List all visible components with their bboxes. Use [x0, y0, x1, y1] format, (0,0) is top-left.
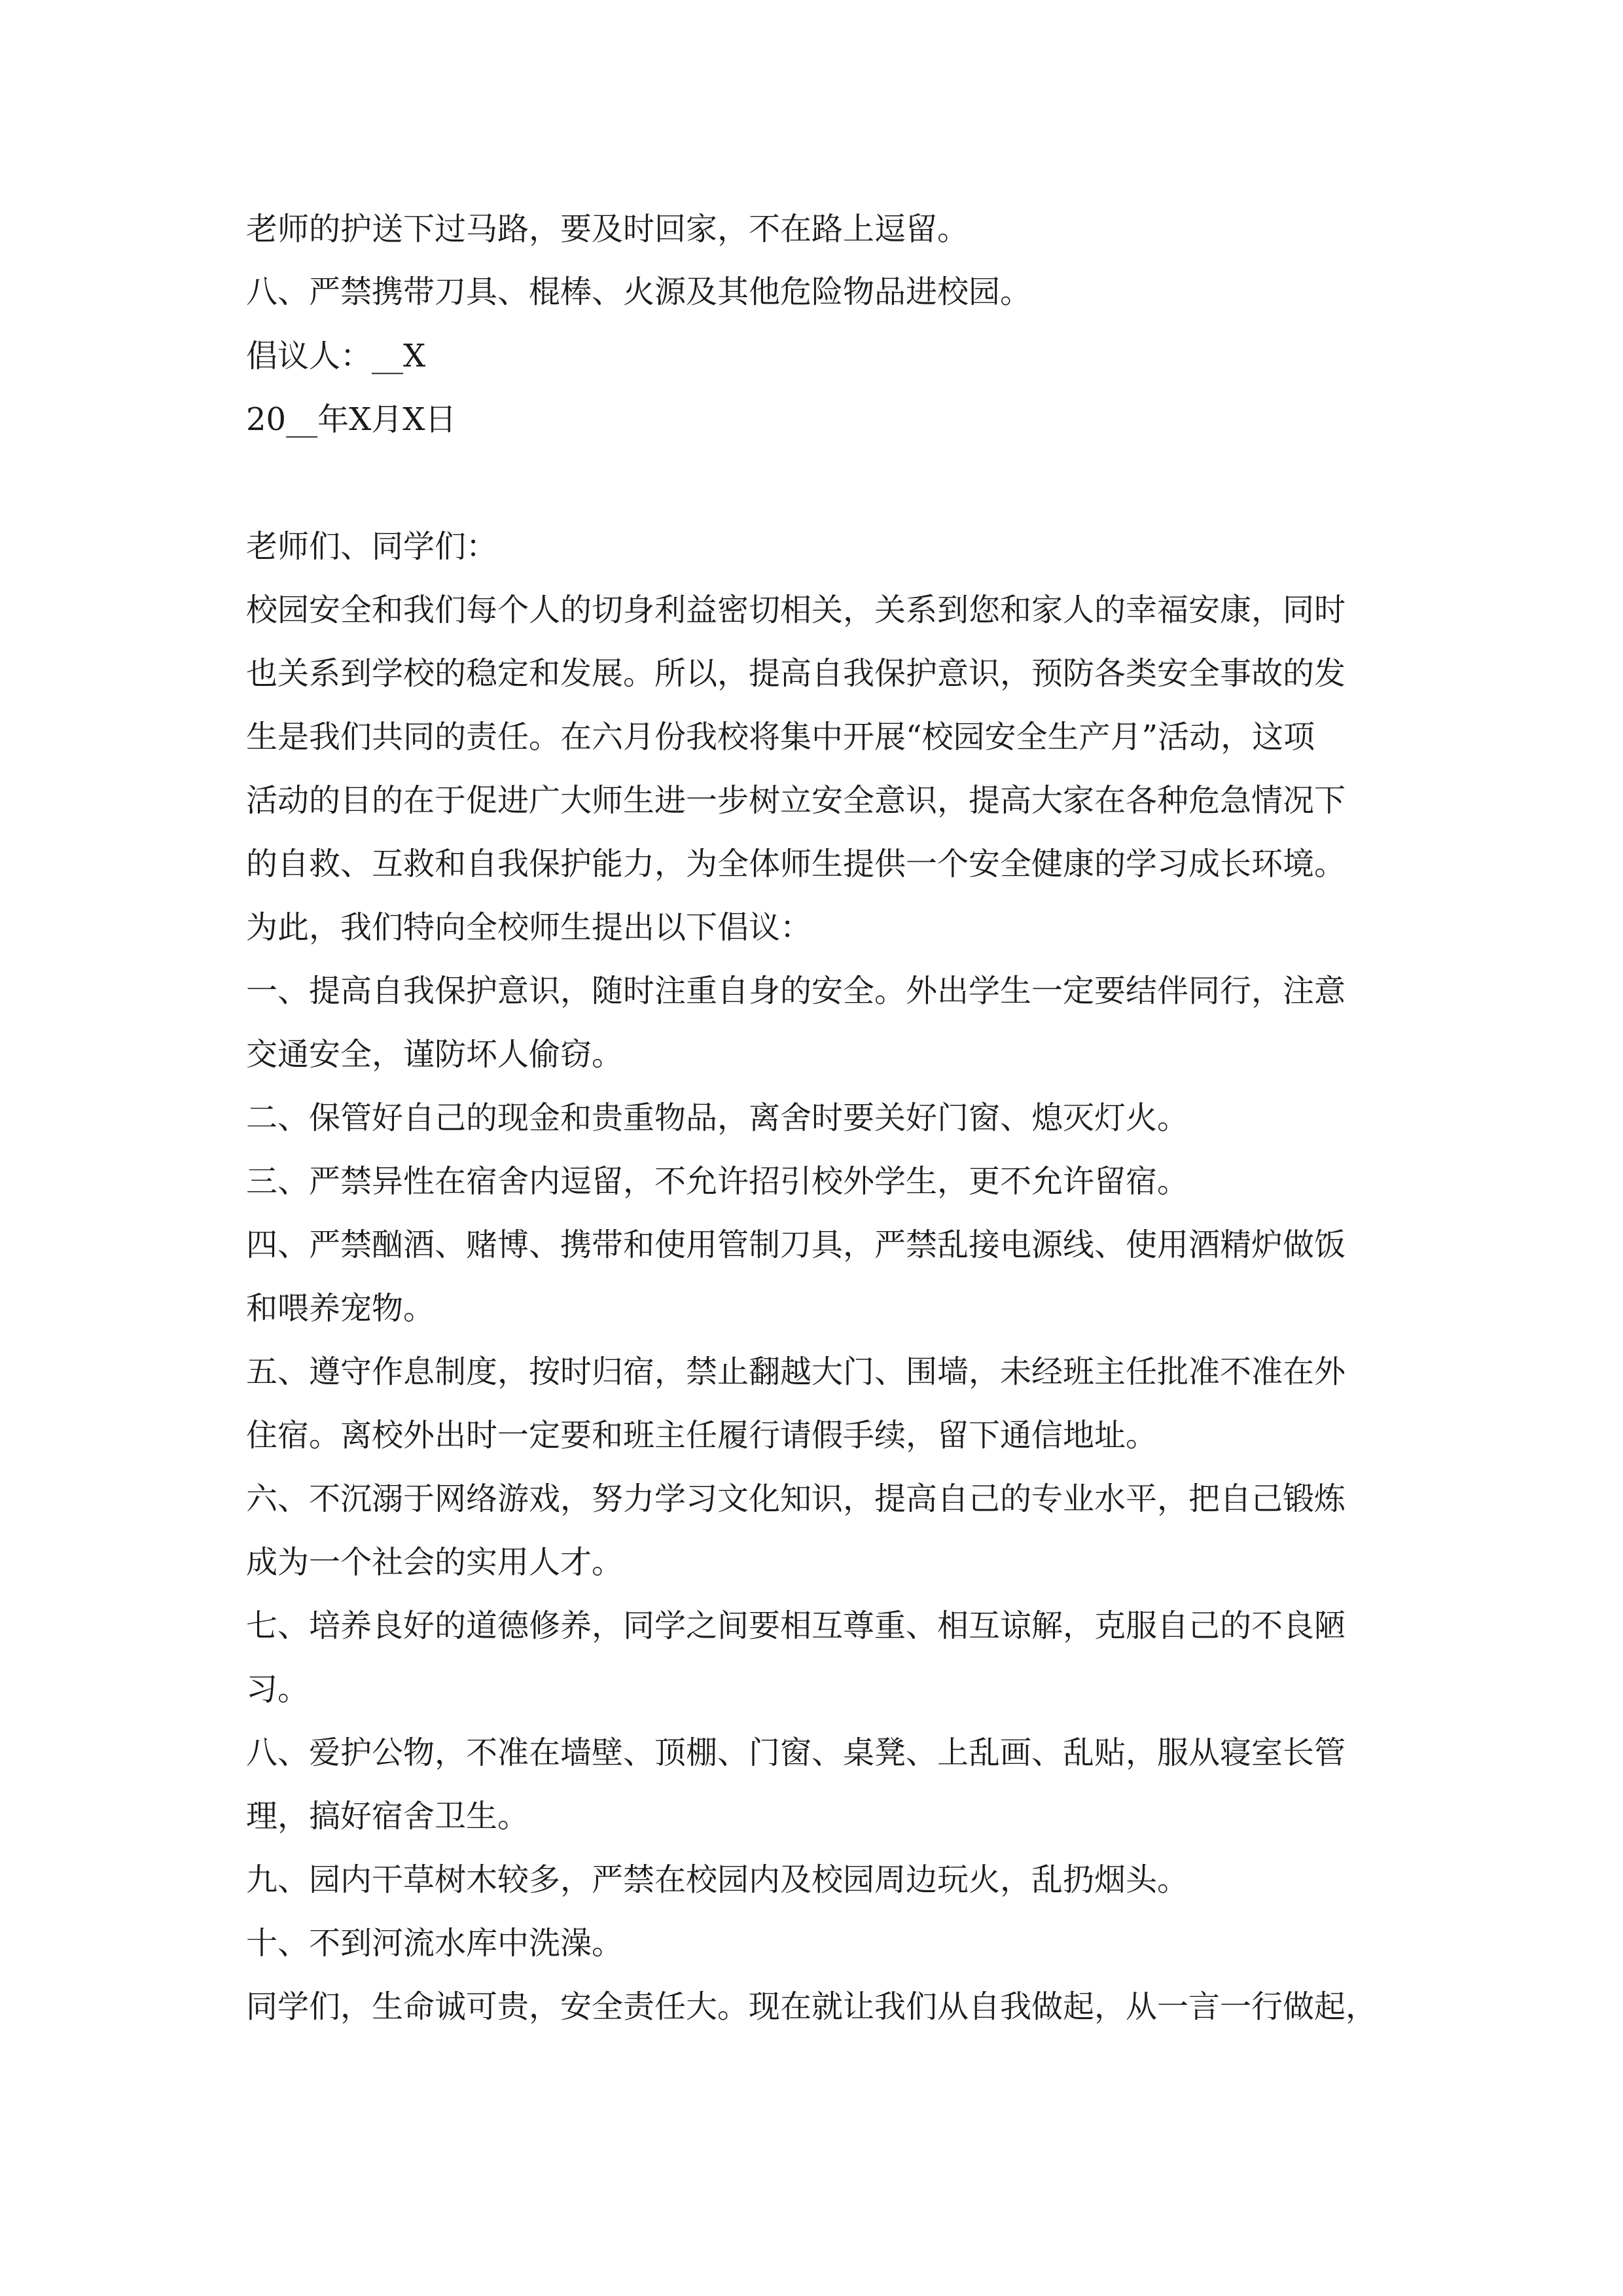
date-line: 20__年X月X日 [246, 401, 457, 438]
salutation: 老师们、同学们： [246, 528, 498, 565]
text-line: 住宿。离校外出时一定要和班主任履行请假手续，留下通信地址。 [246, 1417, 1158, 1454]
text-line: 和喂养宠物。 [246, 1290, 435, 1327]
signature-line: 倡议人：__X [246, 338, 426, 374]
text-line: 二、保管好自己的现金和贵重物品，离舍时要关好门窗、熄灭灯火。 [246, 1100, 1189, 1136]
text-line: 理，搞好宿舍卫生。 [246, 1798, 529, 1835]
text-line: 成为一个社会的实用人才。 [246, 1544, 624, 1581]
text-line: 校园安全和我们每个人的切身利益密切相关，关系到您和家人的幸福安康，同时 [246, 592, 1346, 628]
text-line: 八、爱护公物，不准在墙壁、顶棚、门窗、桌凳、上乱画、乱贴，服从寝室长管 [246, 1734, 1346, 1771]
text-line: 五、遵守作息制度，按时归宿，禁止翻越大门、围墙，未经班主任批准不准在外 [246, 1354, 1346, 1390]
text-line: 同学们，生命诚可贵，安全责任大。现在就让我们从自我做起，从一言一行做起， [246, 1988, 1378, 2025]
text-line: 十、不到河流水库中洗澡。 [246, 1925, 624, 1962]
text-line: 交通安全，谨防坏人偷窃。 [246, 1036, 624, 1073]
text-line: 习。 [246, 1671, 310, 1708]
text-line: 一、提高自我保护意识，随时注重自身的安全。外出学生一定要结伴同行，注意 [246, 973, 1346, 1009]
text-line: 六、不沉溺于网络游戏，努力学习文化知识，提高自己的专业水平，把自己锻炼 [246, 1480, 1346, 1517]
text-line: 三、严禁异性在宿舍内逗留，不允许招引校外学生，更不允许留宿。 [246, 1163, 1189, 1200]
text-line: 活动的目的在于促进广大师生进一步树立安全意识，提高大家在各种危急情况下 [246, 782, 1346, 819]
text-line: 也关系到学校的稳定和发展。所以，提高自我保护意识，预防各类安全事故的发 [246, 655, 1346, 692]
text-line: 四、严禁酗酒、赌博、携带和使用管制刀具，严禁乱接电源线、使用酒精炉做饭 [246, 1227, 1346, 1263]
text-line: 七、培养良好的道德修养，同学之间要相互尊重、相互谅解，克服自己的不良陋 [246, 1607, 1346, 1644]
text-line: 的自救、互救和自我保护能力，为全体师生提供一个安全健康的学习成长环境。 [246, 846, 1346, 882]
text-line: 老师的护送下过马路，要及时回家，不在路上逗留。 [246, 211, 969, 247]
text-line: 九、园内干草树木较多，严禁在校园内及校园周边玩火，乱扔烟头。 [246, 1861, 1189, 1898]
text-line: 生是我们共同的责任。在六月份我校将集中开展“校园安全生产月”活动，这项 [246, 719, 1315, 755]
text-line: 八、严禁携带刀具、棍棒、火源及其他危险物品进校园。 [246, 274, 1032, 310]
text-line: 为此，我们特向全校师生提出以下倡议： [246, 909, 812, 946]
